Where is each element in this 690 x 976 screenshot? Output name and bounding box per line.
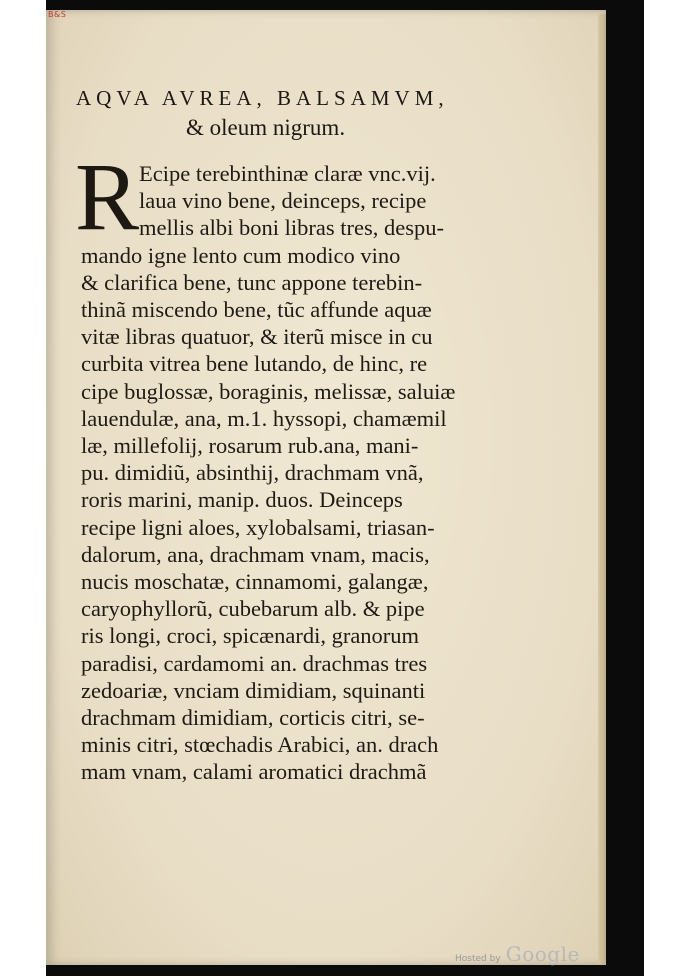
drop-capital: R <box>75 143 140 250</box>
page-subheading: & oleum nigrum. <box>186 115 346 140</box>
text-line: nucis moschatæ, cinnamomi, galangæ, <box>81 569 429 595</box>
text-line: drachmam dimidiam, corticis citri, se- <box>81 705 425 731</box>
text-line: zedoariæ, vnciam dimidiam, squinanti <box>81 677 426 703</box>
text-line: lauendulæ, ana, m.1. hyssopi, chamæmil <box>81 405 447 431</box>
text-line: & clarifica bene, tunc appone terebin- <box>81 269 423 295</box>
google-watermark <box>455 942 580 966</box>
text-line: vitæ libras quatuor, & iterũ misce in cu <box>81 324 433 350</box>
google-logo: Google <box>505 942 580 966</box>
text-line: pu. dimidiũ, absinthij, drachmam vnã, <box>81 460 424 486</box>
text-line: paradisi, cardamomi an. drachmas tres <box>81 650 428 676</box>
page-edge <box>598 14 606 964</box>
hosted-by-label: Hosted by <box>455 954 501 964</box>
text-line: læ, millefolij, rosarum rub.ana, mani- <box>81 433 419 459</box>
text-line: mando igne lento cum modico vino <box>81 242 401 268</box>
text-line: mam vnam, calami aromatici drachmã <box>81 759 427 785</box>
text-line: mellis albi boni libras tres, despu- <box>139 215 444 241</box>
text-line: Ecipe terebinthinæ claræ vnc.vij. <box>139 161 436 186</box>
text-line: dalorum, ana, drachmam vnam, macis, <box>81 541 430 567</box>
text-line: cipe buglossæ, boraginis, melissæ, saluiæ <box>81 378 456 404</box>
text-line: minis citri, stœchadis Arabici, an. drach <box>81 732 439 758</box>
library-stamp: B&S <box>48 10 67 19</box>
text-line: laua vino bene, deinceps, recipe <box>139 188 427 214</box>
text-line: recipe ligni aloes, xylobalsami, triasan- <box>81 514 435 540</box>
text-line: curbita vitrea bene lutando, de hinc, re <box>81 351 428 377</box>
text-line: roris marini, manip. duos. Deinceps <box>81 487 403 513</box>
text-line: thinã miscendo bene, tũc affunde aquæ <box>81 297 432 323</box>
body-text <box>81 160 501 786</box>
page-heading: AQVA AVREA, BALSAMVM, <box>76 86 449 110</box>
text-line: ris longi, croci, spicænardi, granorum <box>81 623 420 649</box>
text-line: caryophyllorũ, cubebarum alb. & pipe <box>81 596 425 622</box>
